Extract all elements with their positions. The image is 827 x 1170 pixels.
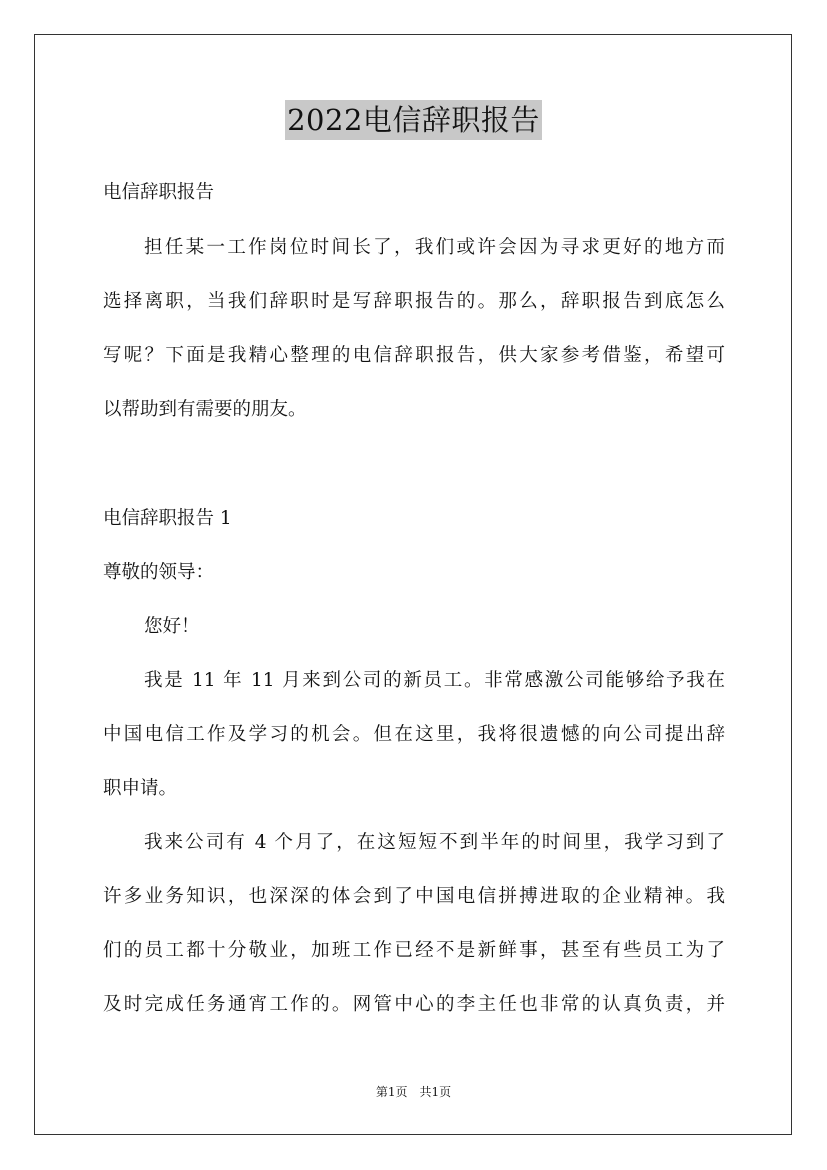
section-heading: 电信辞职报告 1 — [103, 508, 232, 529]
page-number: 第1页 共1页 — [375, 1085, 452, 1099]
intro-line-4: 以帮助到有需要的朋友。 — [103, 399, 307, 420]
para1-line-3: 职申请。 — [103, 778, 178, 799]
title-container — [0, 100, 827, 140]
salutation: 尊敬的领导： — [103, 562, 215, 583]
intro-line-2: 选择离职，当我们辞职时是写辞职报告的。那么，辞职报告到底怎么 — [103, 291, 725, 312]
para2-line-3: 们的员工都十分敬业，加班工作已经不是新鲜事，甚至有些员工为了 — [103, 940, 725, 961]
document-subtitle: 电信辞职报告 — [103, 182, 215, 203]
para1-line-2: 中国电信工作及学习的机会。但在这里，我将很遗憾的向公司提出辞 — [103, 724, 725, 745]
intro-line-3: 写呢？下面是我精心整理的电信辞职报告，供大家参考借鉴，希望可 — [103, 345, 725, 366]
para2-line-4: 及时完成任务通宵工作的。网管中心的李主任也非常的认真负责，并 — [103, 994, 725, 1015]
para2-line-2: 许多业务知识，也深深的体会到了中国电信拼搏进取的企业精神。我 — [103, 886, 725, 907]
para2-line-1: 我来公司有 4 个月了，在这短短不到半年的时间里，我学习到了 — [144, 832, 725, 853]
para1-line-1: 我是 11 年 11 月来到公司的新员工。非常感激公司能够给予我在 — [144, 670, 725, 691]
greeting: 您好！ — [144, 616, 200, 637]
document-title: 2022电信辞职报告 — [285, 100, 542, 140]
intro-line-1: 担任某一工作岗位时间长了，我们或许会因为寻求更好的地方而 — [144, 237, 725, 258]
